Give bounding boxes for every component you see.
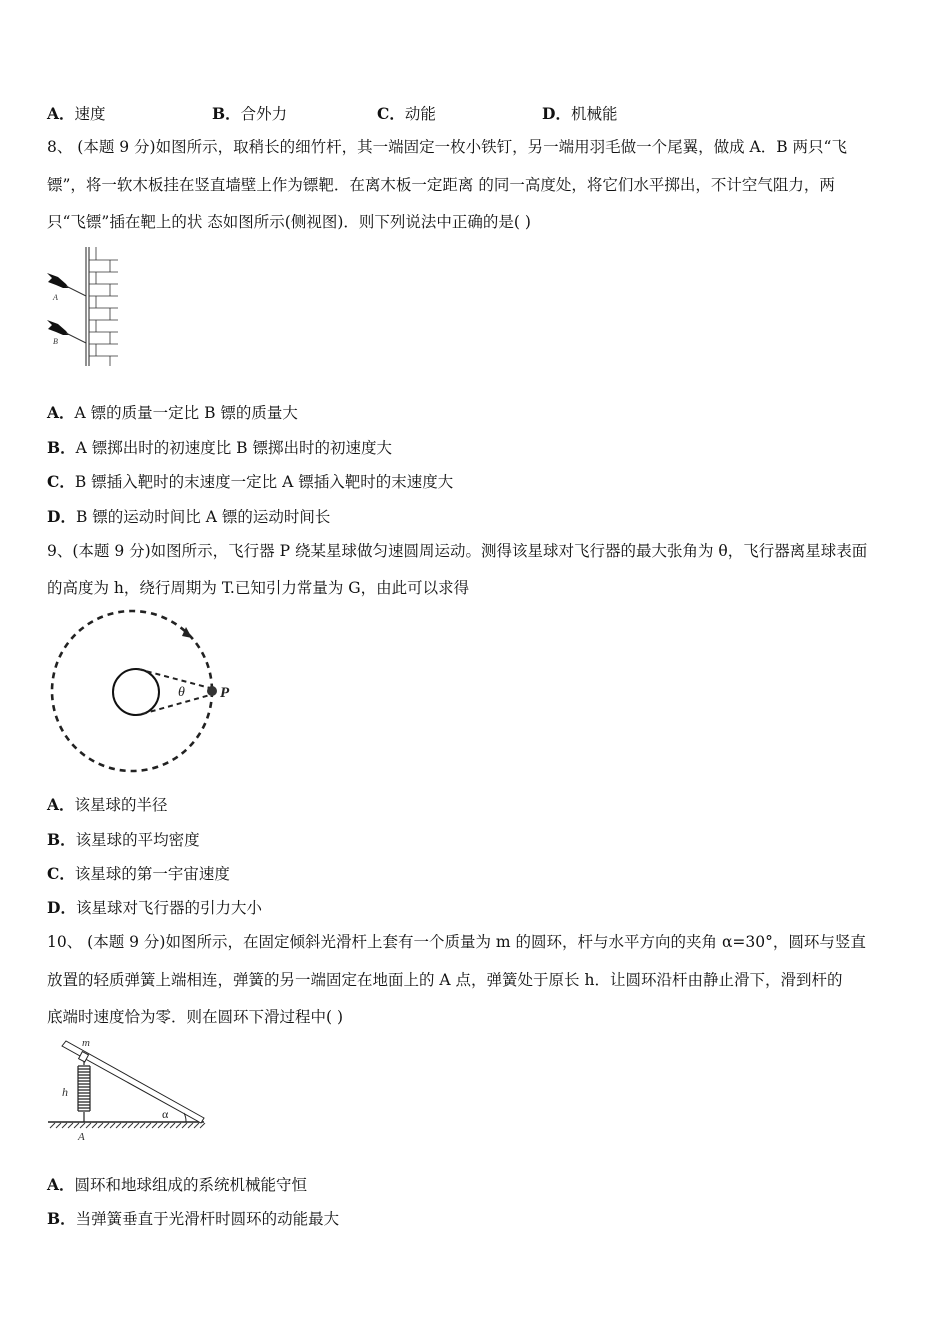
- svg-text:h: h: [62, 1085, 68, 1099]
- spacecraft-p-icon: [207, 686, 217, 696]
- q10-option-a: A．圆环和地球组成的系统机械能守恒: [47, 1175, 308, 1194]
- q9-stem-line-2: 的高度为 h，绕行周期为 T.已知引力常量为 G，由此可以求得: [47, 579, 470, 597]
- q8-option-d: D．B 镖的运动时间比 A 镖的运动时间长: [47, 507, 331, 526]
- q9-option-c: C．该星球的第一宇宙速度: [47, 864, 230, 883]
- svg-text:θ: θ: [178, 685, 185, 700]
- q8-option-a: A．A 镖的质量一定比 B 镖的质量大: [47, 403, 298, 422]
- q9-orbit-figure: [44, 608, 244, 783]
- svg-text:A: A: [78, 1131, 85, 1143]
- q9-stem-line-1: 9、(本题 9 分)如图所示，飞行器 P 绕某星球做匀速圆周运动。测得该星球对飞行器的最大张角为 θ，飞行器离星球表面: [47, 542, 868, 560]
- q10-option-b: B．当弹簧垂直于光滑杆时圆环的动能最大: [47, 1209, 340, 1228]
- q10-stem-line-2: 放置的轻质弹簧上端相连，弹簧的另一端固定在地面上的 A 点，弹簧处于原长 h．让圆环沿杆由静止滑下，滑到杆的: [47, 971, 843, 989]
- spring-icon: [78, 1061, 90, 1122]
- q9-option-a: A．该星球的半径: [47, 795, 168, 814]
- q9-option-d: D．该星球对飞行器的引力大小: [47, 898, 262, 917]
- q7-option-b: B．合外力: [212, 104, 288, 123]
- q8-stem-line-2: 镖”，将一软木板挂在竖直墙壁上作为镖靶．在离木板一定距离 的同一高度处，将它们水平掷出，不计空气阻力，两: [47, 176, 835, 194]
- q7-option-a: A．速度: [47, 104, 106, 123]
- q10-stem-line-3: 底端时速度恰为零．则在圆环下滑过程中( ): [47, 1008, 344, 1026]
- svg-text:P: P: [220, 685, 230, 701]
- q10-stem-line-1: 10、 (本题 9 分)如图所示，在固定倾斜光滑杆上套有一个质量为 m 的圆环，杆与水平方向的夹角 α=30°，圆环与竖直: [47, 933, 866, 951]
- q8-stem-line-1: 8、 (本题 9 分)如图所示，取稍长的细竹杆，其一端固定一枚小铁钉，另一端用羽毛做一个尾翼，做成 A．B 两只“飞: [47, 138, 847, 156]
- q8-stem-line-3: 只“飞镖”插在靶上的状 态如图所示(侧视图)．则下列说法中正确的是( ): [47, 213, 531, 231]
- q10-spring-rod-figure: [44, 1034, 214, 1144]
- svg-text:α: α: [162, 1107, 169, 1121]
- q8-option-c: C．B 镖插入靶时的末速度一定比 A 镖插入靶时的末速度大: [47, 472, 454, 491]
- svg-text:m: m: [82, 1037, 90, 1049]
- q7-option-c: C．动能: [377, 104, 436, 123]
- svg-text:A: A: [53, 293, 58, 302]
- q8-dart-wall-figure: [44, 244, 124, 369]
- svg-text:B: B: [53, 337, 58, 346]
- q9-option-b: B．该星球的平均密度: [47, 830, 200, 849]
- q7-option-d: D．机械能: [542, 104, 618, 123]
- q8-option-b: B．A 镖掷出时的初速度比 B 镖掷出时的初速度大: [47, 438, 392, 457]
